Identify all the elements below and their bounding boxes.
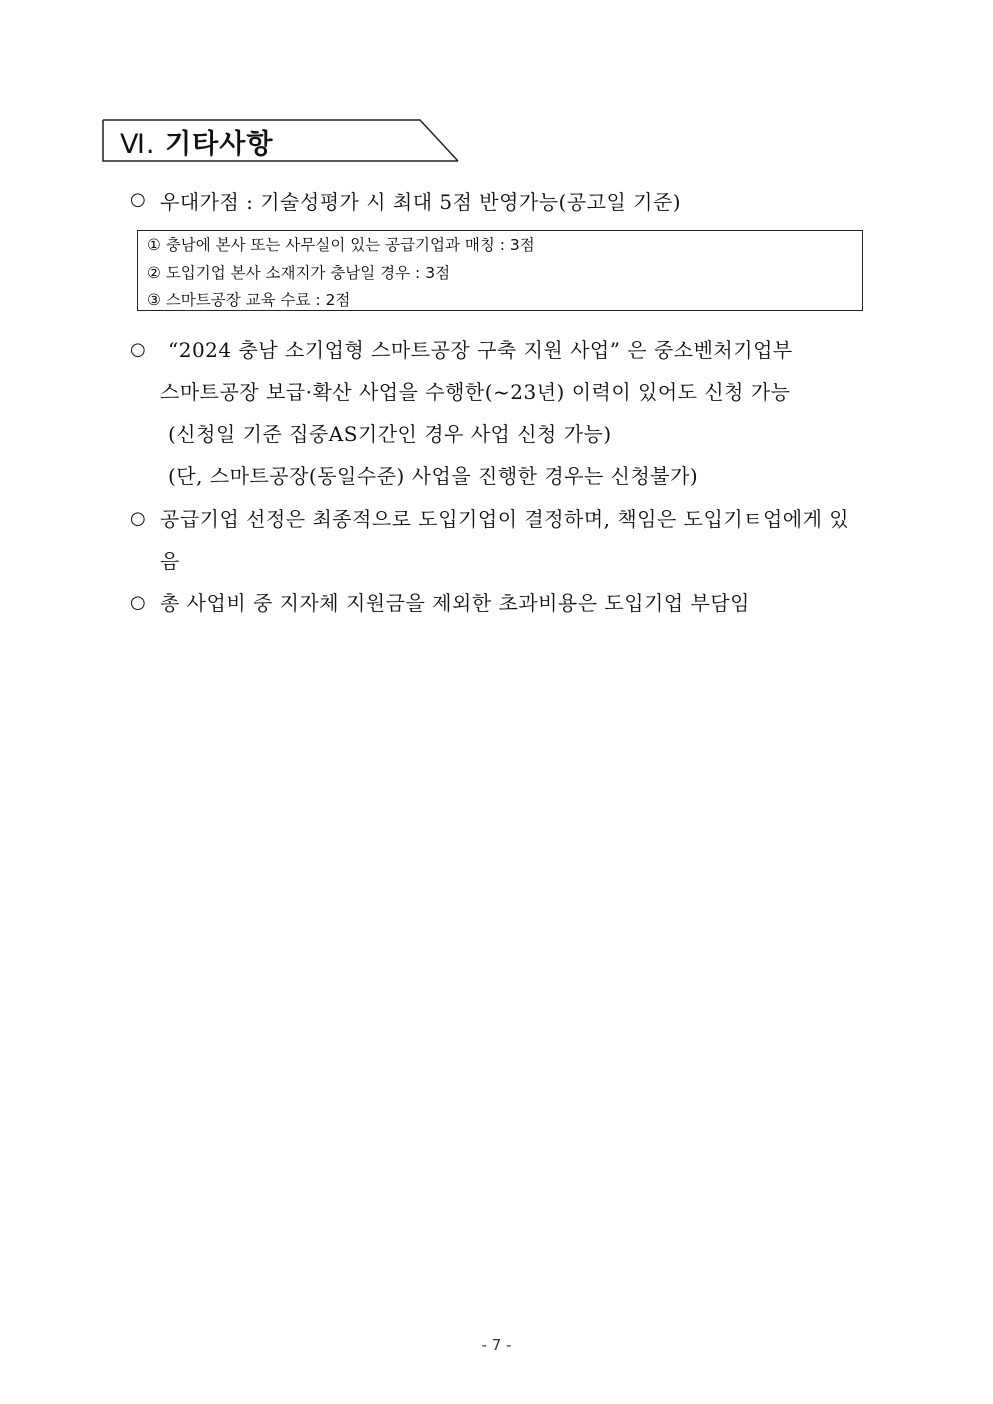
bullet-marker-3: ○ xyxy=(130,508,146,529)
section-title xyxy=(120,122,273,161)
bullet-1-text: 우대가점 : 기술성평가 시 최대 5점 반영가능(공고일 기준) xyxy=(160,190,682,214)
section-number: Ⅵ. xyxy=(120,129,156,160)
bonus-criteria-box xyxy=(137,230,863,311)
bullet-marker-2: ○ xyxy=(130,339,146,360)
bullet-3-line-2: 음 xyxy=(160,549,180,573)
section-title-text: 기타사항 xyxy=(165,129,274,160)
page-number: - 7 - xyxy=(481,1336,512,1354)
bullet-2-line-2: 스마트공장 보급·확산 사업을 수행한(~23년) 이력이 있어도 신청 가능 xyxy=(160,380,791,404)
section-header xyxy=(102,119,462,163)
box-item-2: ② 도입기업 본사 소재지가 충남일 경우 : 3점 xyxy=(147,264,451,282)
bullet-marker-4: ○ xyxy=(130,592,146,613)
bullet-marker-1: ○ xyxy=(130,189,146,210)
box-item-1: ① 충남에 본사 또는 사무실이 있는 공급기업과 매칭 : 3점 xyxy=(147,236,535,254)
bullet-4-text: 총 사업비 중 지자체 지원금을 제외한 초과비용은 도입기업 부담임 xyxy=(160,591,750,615)
bullet-2-line-3: (신청일 기준 집중AS기간인 경우 사업 신청 가능) xyxy=(168,422,612,446)
box-item-3: ③ 스마트공장 교육 수료 : 2점 xyxy=(147,291,351,309)
bullet-2-line-1: “2024 충남 소기업형 스마트공장 구축 지원 사업” 은 중소벤처기업부 xyxy=(168,338,793,362)
bullet-3-line-1: 공급기업 선정은 최종적으로 도입기업이 결정하며, 책임은 도입기ㅌ업에게 있 xyxy=(160,507,850,531)
bullet-2-line-4: (단, 스마트공장(동일수준) 사업을 진행한 경우는 신청불가) xyxy=(168,464,699,488)
